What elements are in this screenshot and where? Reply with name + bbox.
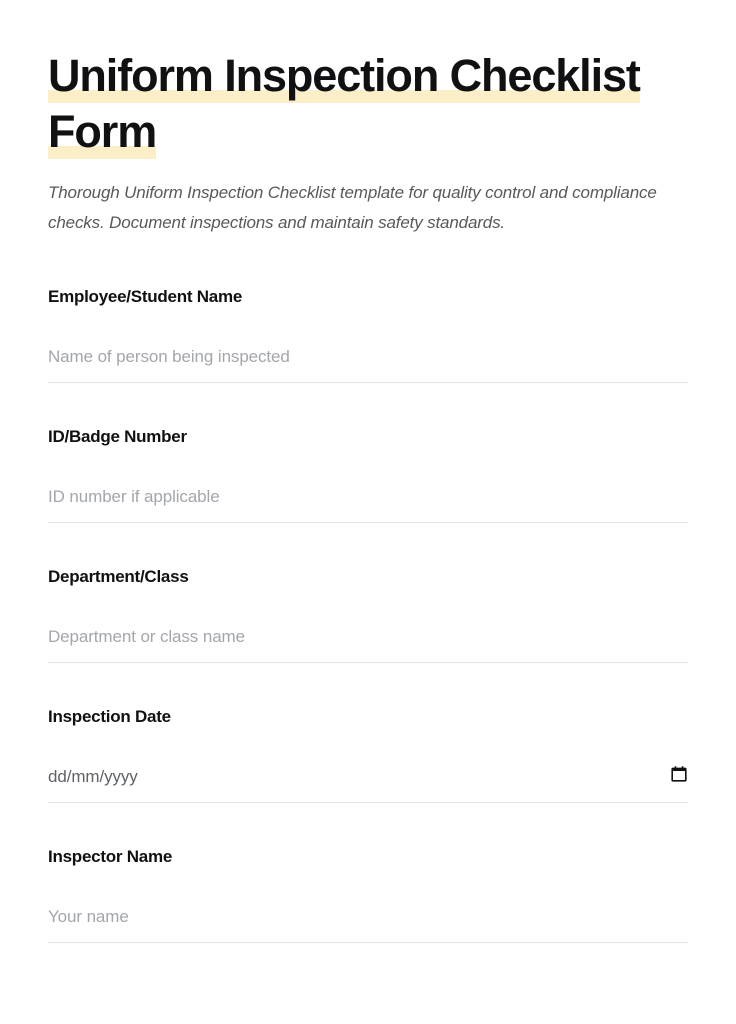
page-title — [48, 0, 648, 160]
label-inspection-date: Inspection Date — [48, 707, 171, 726]
id-badge-number-input[interactable] — [48, 486, 688, 523]
label-id-badge-number: ID/Badge Number — [48, 427, 187, 446]
field-group-department-class — [48, 566, 688, 663]
label-employee-student-name: Employee/Student Name — [48, 287, 243, 306]
form-description: Thorough Uniform Inspection Checklist template for quality control and compliance checks. Document inspections and maintain safety standards. — [48, 183, 657, 232]
field-group-inspector-name — [48, 846, 688, 943]
page-title-line-2: Form — [48, 106, 157, 157]
inspection-date-value: dd/mm/yyyy — [48, 766, 688, 803]
label-inspector-name: Inspector Name — [48, 847, 173, 866]
field-group-id-badge-number — [48, 426, 688, 523]
field-group-inspection-date — [48, 706, 688, 803]
inspection-date-input[interactable] — [48, 766, 688, 803]
form-fields — [48, 286, 688, 943]
calendar-icon[interactable] — [670, 765, 688, 783]
label-department-class: Department/Class — [48, 567, 189, 586]
inspector-name-input[interactable] — [48, 906, 688, 943]
employee-student-name-input[interactable] — [48, 346, 688, 383]
field-group-employee-student-name — [48, 286, 688, 383]
page-title-line-1: Uniform Inspection Checklist — [48, 50, 640, 101]
department-class-input[interactable] — [48, 626, 688, 663]
